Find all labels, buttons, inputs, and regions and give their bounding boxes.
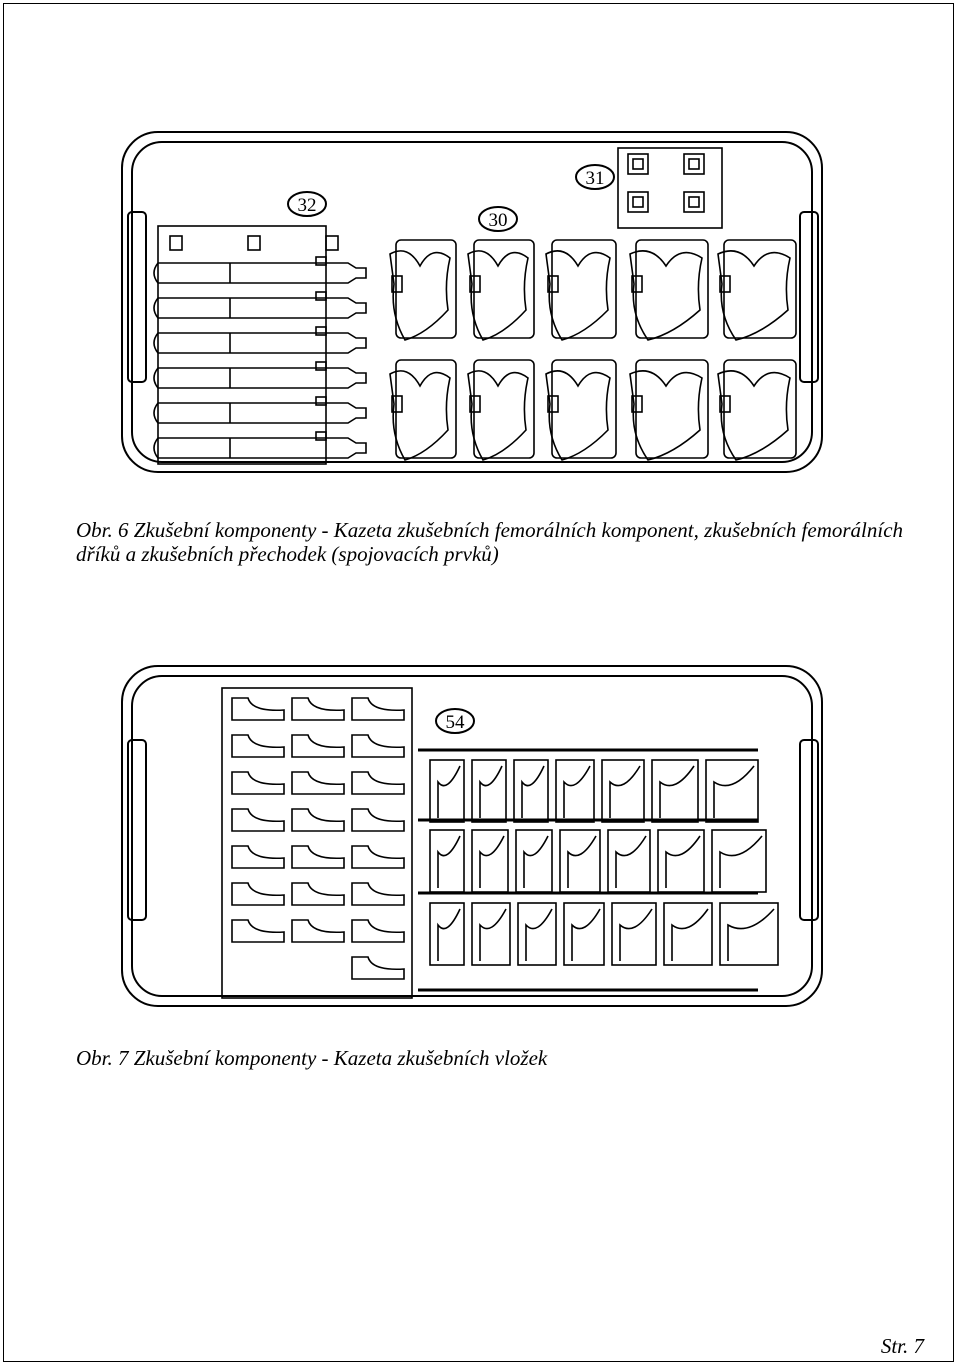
tibial-insert [352,957,404,979]
femoral-component [546,251,610,340]
svg-text:32: 32 [297,195,317,216]
tibial-insert [292,846,344,868]
insert [610,766,640,818]
insert [714,766,754,818]
insert [720,836,762,888]
tibial-insert [232,772,284,794]
femoral-stem [154,333,366,353]
insert [672,909,708,961]
adapter-core [633,197,643,207]
femoral-component [390,251,450,340]
tibial-insert [352,920,404,942]
stem-rack-frame [158,226,326,464]
insert [564,766,590,818]
femoral-component [546,371,610,460]
tibial-insert [352,883,404,905]
adapter [684,154,704,174]
stem-clip [170,236,182,250]
femoral-component [468,251,528,340]
adapter [628,192,648,212]
femoral-component [718,371,790,460]
tibial-insert [352,735,404,757]
tibial-insert [232,846,284,868]
tibial-insert [232,698,284,720]
figure-7-caption: Obr. 7 Zkušební komponenty - Kazeta zkušebních vložek [76,1046,548,1070]
femoral-component [718,251,790,340]
femoral-component [630,251,702,340]
femoral-stem [154,368,366,388]
stem-clip [326,236,338,250]
tibial-insert [232,735,284,757]
insert [568,836,596,888]
insert [616,836,646,888]
femoral-stem-rack [154,226,366,464]
adapter-core [633,159,643,169]
femoral-stem [154,403,366,423]
insert [526,909,552,961]
adapter-core [689,159,699,169]
tibial-insert [232,883,284,905]
insert [660,766,694,818]
insert-tray-drawing [118,660,828,1015]
tibial-insert [352,809,404,831]
callout-32 [288,192,326,216]
svg-text:54: 54 [445,712,465,733]
adapter [628,154,648,174]
tibial-insert-rack [222,688,412,998]
insert [438,766,460,818]
stem-clip [248,236,260,250]
insert-rack-frame [222,688,412,998]
svg-text:30: 30 [488,210,508,231]
adapter-block [618,148,722,228]
callout-31 [576,165,614,189]
tibial-insert [292,809,344,831]
tibial-insert [232,920,284,942]
tibial-insert [292,735,344,757]
insert [480,836,504,888]
insert [480,766,502,818]
insert [438,909,460,961]
femoral-component-slots [390,240,796,460]
figure-6-caption: Obr. 6 Zkušební komponenty - Kazeta zkušebních femorálních komponent, zkušebních femorálních dříků a zkušebních přechodek (spojovacích prvků) [76,518,904,566]
callout-54 [436,709,474,733]
adapter [684,192,704,212]
femoral-component [630,371,702,460]
insert-rows [418,750,778,990]
tibial-insert [292,920,344,942]
insert [728,909,774,961]
tibial-insert [352,698,404,720]
insert [620,909,652,961]
insert [666,836,700,888]
femoral-component [468,371,528,460]
insert [438,836,460,888]
insert [522,766,544,818]
insert [524,836,548,888]
tibial-insert [292,883,344,905]
page-number: Str. 7 [880,1334,924,1358]
tibial-insert [352,846,404,868]
tibial-insert [292,772,344,794]
callout-30 [479,207,517,231]
svg-text:31: 31 [585,168,605,189]
femoral-stem [154,263,366,283]
tibial-insert [232,809,284,831]
insert [480,909,506,961]
femoral-stem [154,298,366,318]
femoral-component [390,371,450,460]
insert [572,909,600,961]
femoral-stem [154,438,366,458]
adapter-core [689,197,699,207]
femoral-component-tray-drawing [118,126,828,481]
tibial-insert [352,772,404,794]
tibial-insert [292,698,344,720]
